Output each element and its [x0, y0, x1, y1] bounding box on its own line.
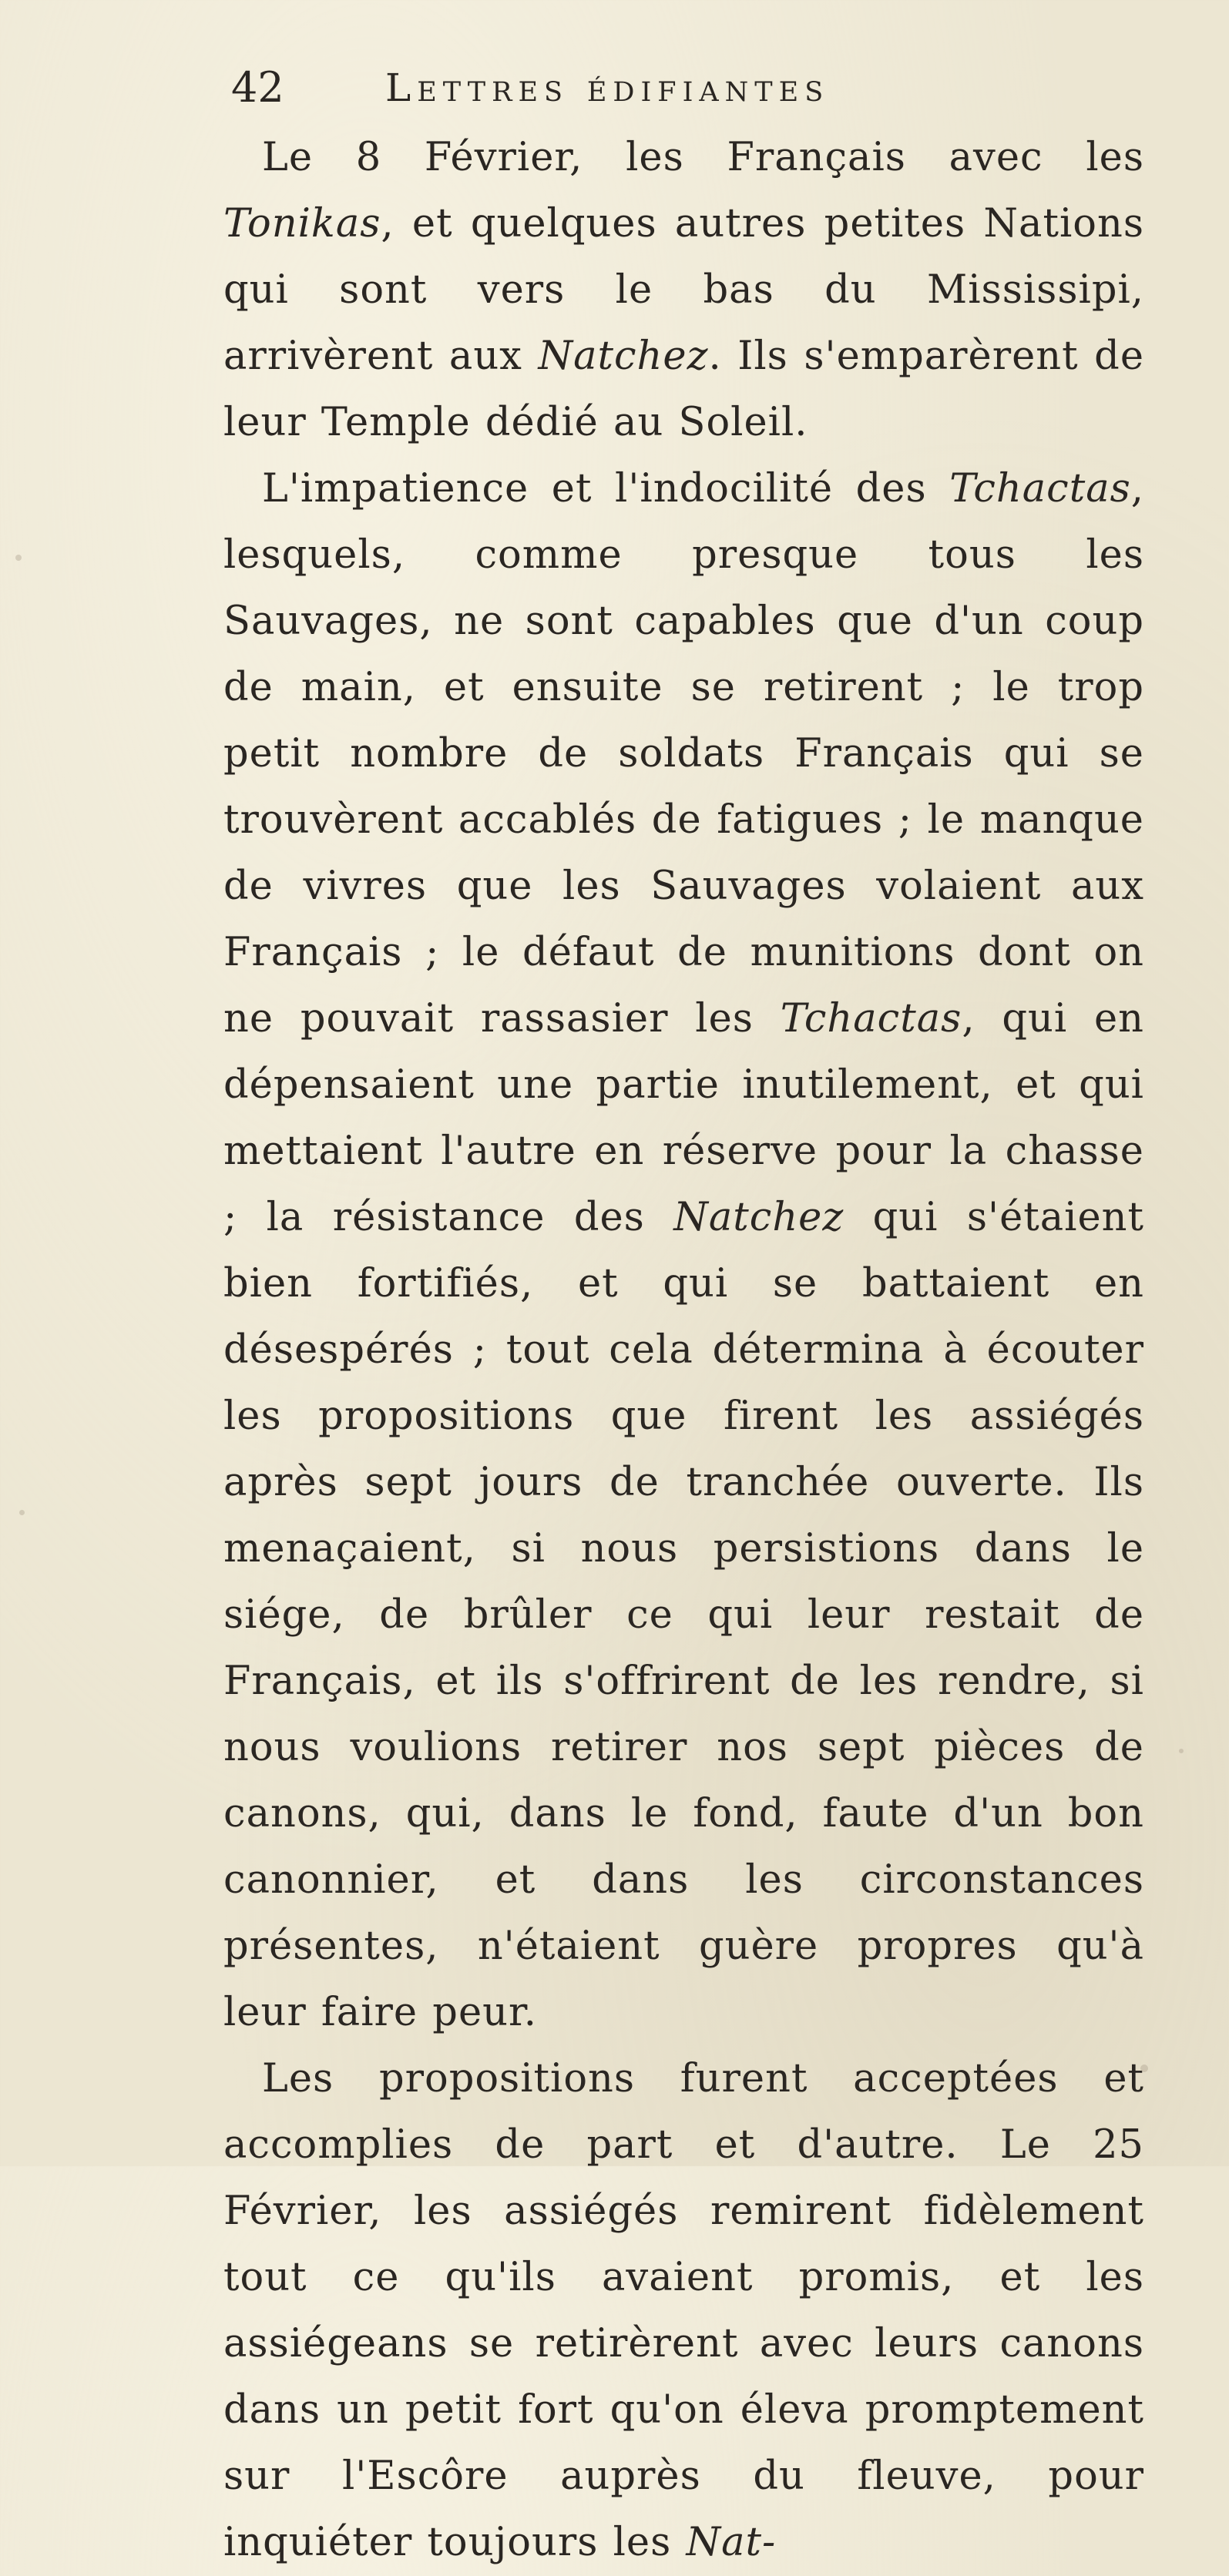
text-run: Les propositions furent acceptées et accomplies de part et d'autre. Le 25 Février, les assiégés remirent fidèlement tout ce qu'ils avaient promis, et les assiégeans se retirèrent avec leurs canons dans un petit fort qu'on éleva promptement sur l'Escôre auprès du fleuve, pour inquiéter toujours les [223, 2056, 1144, 2565]
italic-term: Natchez [673, 1195, 845, 1240]
italic-term: Nat- [686, 2520, 777, 2565]
text-run: , lesquels, comme presque tous les Sauvages, ne sont capables que d'un coup de main, et ensuite se retirent ; le trop petit nombre de soldats Français qui se trouvèrent accablés de fatigues ; le manque de vivres que les Sauvages volaient aux Français ; le défaut de munitions dont on ne pouvait rassasier les [223, 466, 1144, 1041]
running-head [223, 62, 1144, 114]
italic-term: Tchactas [949, 466, 1131, 512]
paragraph [223, 456, 1144, 2046]
paper-spot [1140, 2064, 1148, 2072]
text-run: L'impatience et l'indocilité des [262, 466, 950, 512]
paper-spot [1179, 1749, 1184, 1753]
running-title: Lettres édifiantes [385, 65, 830, 110]
paragraph [223, 2046, 1144, 2576]
text-run: , qui en dépensaient une partie inutilement, et qui mettaient l'autre en réserve pour la chasse ; la résistance des [223, 996, 1145, 1240]
text-run: . Ils s'emparèrent de leur Temple dédié au Soleil. [223, 334, 1144, 445]
text-run: Le 8 Février, les Français avec les [262, 135, 1144, 180]
paper-spot [19, 1510, 25, 1515]
page-number: 42 [231, 63, 284, 112]
italic-term: Tonikas [223, 201, 381, 247]
text-run: qui s'étaient bien fortifiés, et qui se battaient en désespérés ; tout cela détermina à écouter les propositions que firent les assiégés après sept jours de tranchée ouverte. Ils menaçaient, si nous persistions dans le siége, de brûler ce qui leur restait de Français, et ils s'offrirent de les rendre, si nous voulions retirer nos sept pièces de canons, qui, dans le fond, faute d'un bon canonnier, et dans les circonstances présentes, n'étaient guère propres qu'à leur faire peur. [223, 1195, 1144, 2035]
body-text [223, 125, 1144, 2576]
italic-term: Tchactas [780, 996, 962, 1041]
paragraph [223, 125, 1144, 456]
paper-spot [15, 555, 22, 561]
text-run: , et quelques autres petites Nations qui sont vers le bas du Mississipi, arrivèrent aux [223, 201, 1144, 379]
italic-term: Natchez [538, 334, 709, 379]
